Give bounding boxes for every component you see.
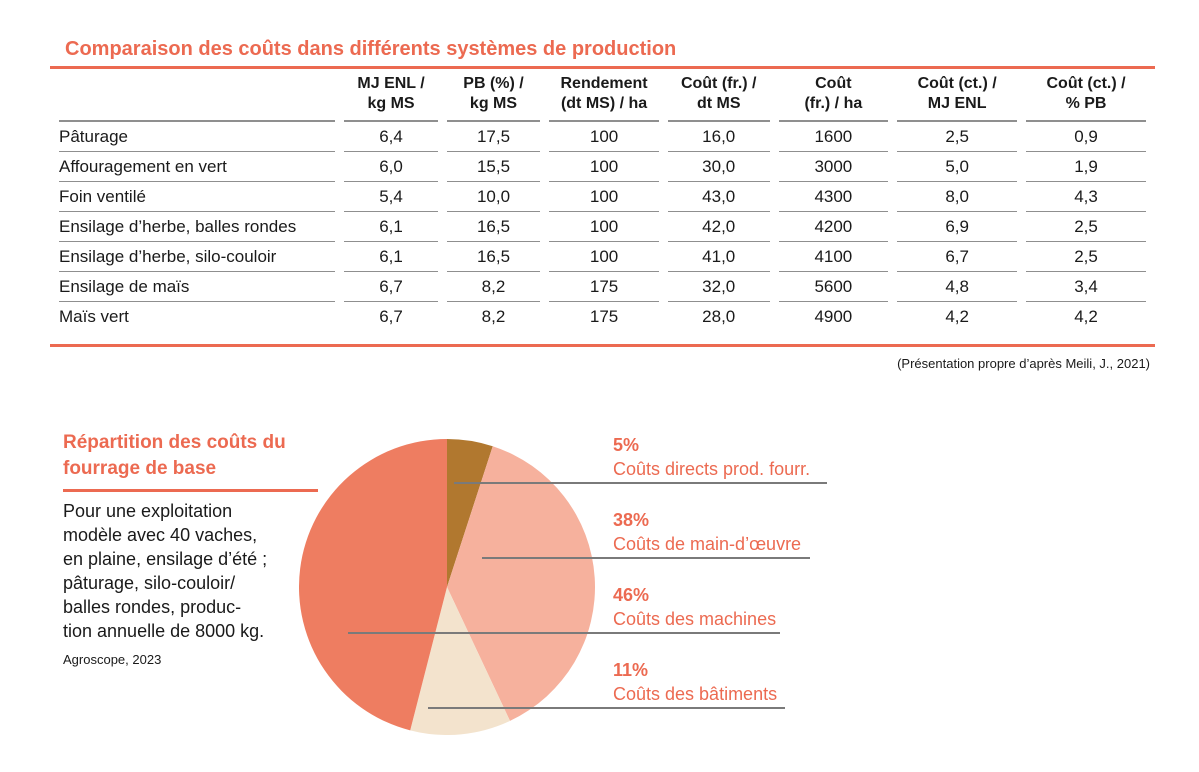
- pie-description-line: modèle avec 40 vaches,: [63, 525, 258, 545]
- table-title: Comparaison des coûts dans différents systèmes de production: [65, 38, 677, 60]
- table-column-header: Coût (fr.) / ha: [779, 74, 889, 122]
- value-cell: 4,3: [1026, 182, 1146, 212]
- pie-description-line: balles rondes, produc-: [63, 597, 242, 617]
- pie-percent: 46%: [613, 585, 650, 605]
- value-cell: 30,0: [668, 152, 770, 182]
- value-cell: 4900: [814, 306, 853, 326]
- value-cell: 6,4: [344, 122, 437, 152]
- value-cell: 100: [549, 242, 659, 272]
- value-cell: 8,0: [897, 182, 1017, 212]
- table-footnote: (Présentation propre d’après Meili, J., 2021): [897, 356, 1150, 371]
- value-cell: 16,0: [668, 122, 770, 152]
- value-cell: 2,5: [897, 122, 1017, 152]
- row-label-cell: Ensilage de maïs: [59, 272, 335, 302]
- value-cell: 6,7: [897, 242, 1017, 272]
- value-cell: 2,5: [1026, 242, 1146, 272]
- value-cell: 32,0: [668, 272, 770, 302]
- pie-label: Coûts directs prod. fourr.: [613, 459, 811, 479]
- table-column-header: [59, 74, 335, 122]
- table-column-header: Coût (fr.) / dt MS: [668, 74, 770, 122]
- value-cell: 6,0: [344, 152, 437, 182]
- value-cell: 4,2: [1074, 306, 1098, 326]
- value-cell: 4300: [779, 182, 889, 212]
- title-rule: [50, 66, 1155, 69]
- value-cell: 4200: [779, 212, 889, 242]
- value-cell: 0,9: [1026, 122, 1146, 152]
- pie-percent: 5%: [613, 435, 640, 455]
- pie-label: Coûts des machines: [613, 609, 777, 629]
- value-cell: 1,9: [1026, 152, 1146, 182]
- row-label-cell: Foin ventilé: [59, 182, 335, 212]
- value-cell: 6,7: [379, 306, 403, 326]
- value-cell: 4,2: [945, 306, 969, 326]
- value-cell: 175: [589, 306, 619, 326]
- pie-source: Agroscope, 2023: [63, 652, 162, 667]
- table-row: [59, 242, 1146, 272]
- value-cell: 2,5: [1026, 212, 1146, 242]
- value-cell: 5,0: [897, 152, 1017, 182]
- value-cell: 5600: [779, 272, 889, 302]
- row-label-cell: Ensilage d’herbe, silo-couloir: [59, 242, 335, 272]
- table-column-header: Coût (ct.) / % PB: [1026, 74, 1146, 122]
- table-bottom-rule: [50, 344, 1155, 347]
- table-header-row: [59, 74, 1146, 122]
- value-cell: 6,7: [344, 272, 437, 302]
- value-cell: 100: [549, 212, 659, 242]
- pie-title: Répartition des coûts du fourrage de base: [63, 432, 286, 479]
- row-label-cell: Maïs vert: [59, 306, 129, 326]
- value-cell: 100: [549, 182, 659, 212]
- pie-label: Coûts de main-d’œuvre: [613, 534, 802, 554]
- value-cell: 6,1: [344, 212, 437, 242]
- row-label-cell: Affouragement en vert: [59, 152, 335, 182]
- pie-title-rule: [63, 489, 318, 492]
- value-cell: 17,5: [447, 122, 540, 152]
- table-row: [59, 212, 1146, 242]
- pie-label-group: [613, 583, 776, 631]
- value-cell: 10,0: [447, 182, 540, 212]
- table-column-header: PB (%) / kg MS: [447, 74, 540, 122]
- table-row: [59, 302, 1146, 331]
- value-cell: 6,9: [897, 212, 1017, 242]
- value-cell: 16,5: [447, 242, 540, 272]
- pie-label: Coûts des bâtiments: [613, 684, 778, 704]
- pie-label-group: [613, 433, 810, 481]
- value-cell: 175: [549, 272, 659, 302]
- row-label-cell: Ensilage d’herbe, balles rondes: [59, 212, 335, 242]
- value-cell: 43,0: [668, 182, 770, 212]
- table-column-header: Rendement (dt MS) / ha: [549, 74, 659, 122]
- value-cell: 1600: [779, 122, 889, 152]
- pie-description-line: en plaine, ensilage d’été ;: [63, 549, 268, 569]
- table-row: [59, 152, 1146, 182]
- value-cell: 3,4: [1026, 272, 1146, 302]
- value-cell: 4,8: [897, 272, 1017, 302]
- value-cell: 100: [549, 152, 659, 182]
- table-row: [59, 122, 1146, 152]
- cost-comparison-table: [50, 74, 1155, 331]
- pie-label-group: [613, 658, 777, 706]
- value-cell: 28,0: [702, 306, 736, 326]
- row-label-cell: Pâturage: [59, 122, 335, 152]
- value-cell: 4100: [779, 242, 889, 272]
- pie-chart: [299, 439, 595, 735]
- table-column-header: Coût (ct.) / MJ ENL: [897, 74, 1017, 122]
- value-cell: 6,1: [344, 242, 437, 272]
- table-row: [59, 182, 1146, 212]
- table-column-header: MJ ENL / kg MS: [344, 74, 437, 122]
- value-cell: 3000: [779, 152, 889, 182]
- pie-description-line: tion annuelle de 8000 kg.: [63, 621, 265, 641]
- value-cell: 8,2: [481, 306, 506, 326]
- pie-description-line: Pour une exploitation: [63, 501, 233, 521]
- table-wrap: [50, 74, 1155, 331]
- value-cell: 41,0: [668, 242, 770, 272]
- value-cell: 100: [549, 122, 659, 152]
- value-cell: 15,5: [447, 152, 540, 182]
- value-cell: 16,5: [447, 212, 540, 242]
- table-row: [59, 272, 1146, 302]
- value-cell: 8,2: [447, 272, 540, 302]
- pie-label-group: [613, 508, 801, 556]
- table-body: [59, 122, 1146, 331]
- value-cell: 42,0: [668, 212, 770, 242]
- pie-description: [63, 499, 323, 643]
- pie-percent: 38%: [613, 510, 650, 530]
- pie-percent: 11%: [613, 660, 649, 680]
- pie-description-line: pâturage, silo-couloir/: [63, 573, 236, 593]
- value-cell: 5,4: [344, 182, 437, 212]
